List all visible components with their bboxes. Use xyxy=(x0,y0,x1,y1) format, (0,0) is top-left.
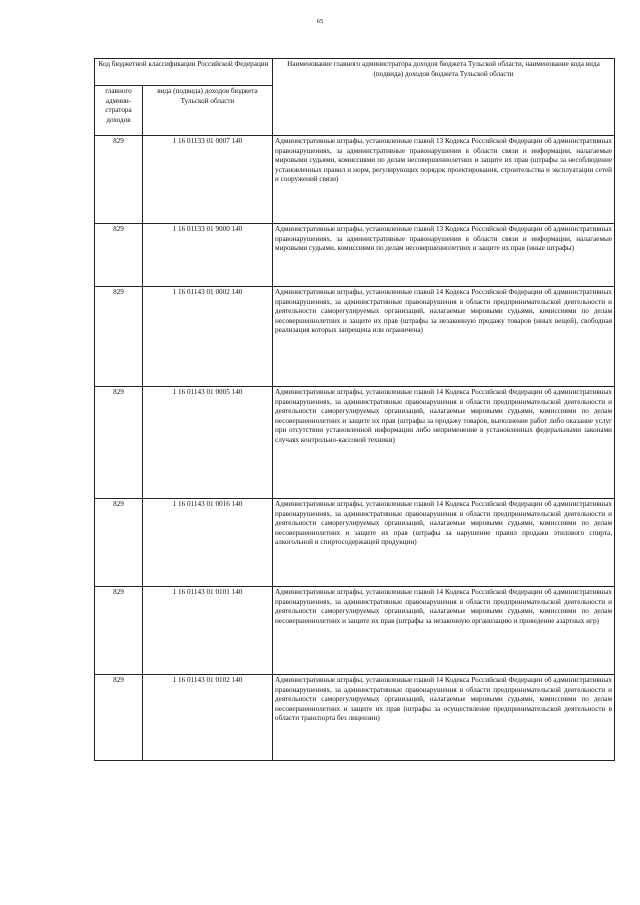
table-row xyxy=(95,587,615,675)
income-code-cell: 1 16 01143 01 0016 140 xyxy=(143,499,273,587)
description-cell: Административные штрафы, установленные главой 14 Кодекса Российской Федерации об административных правонарушениях, за административные правонарушения в области предпринимательской деятельности и деятельности саморегулируемых организаций, налагаемые мировыми судьями, комиссиями по делам несовершеннолетних и защите их прав (штрафы за незаконную продажу товаров (иных вещей), свободная реализация которых запрещена или ограничена) xyxy=(273,287,615,387)
admin-code-cell: 829 xyxy=(95,587,143,675)
admin-code-cell: 829 xyxy=(95,675,143,761)
table-row xyxy=(95,136,615,224)
page-number: 65 xyxy=(316,18,324,25)
table-row xyxy=(95,499,615,587)
description-cell: Административные штрафы, установленные главой 14 Кодекса Российской Федерации об административных правонарушениях, за административные правонарушения в области предпринимательской деятельности и деятельности саморегулируемых организаций, налагаемые мировыми судьями, комиссиями по делам несовершеннолетних и защите их прав (штрафы за нарушение правил продажи этилового спирта, алкогольной и спиртосодержащей продукции) xyxy=(273,499,615,587)
admin-code-cell: 829 xyxy=(95,136,143,224)
income-code-cell: 1 16 01133 01 0007 140 xyxy=(143,136,273,224)
admin-code-cell: 829 xyxy=(95,499,143,587)
table-row xyxy=(95,287,615,387)
admin-code-cell: 829 xyxy=(95,224,143,287)
income-code-cell: 1 16 01143 01 0005 140 xyxy=(143,387,273,499)
budget-classification-table xyxy=(94,58,615,761)
income-code-cell: 1 16 01133 01 9000 140 xyxy=(143,224,273,287)
admin-code-cell: 829 xyxy=(95,287,143,387)
description-cell: Административные штрафы, установленные главой 13 Кодекса Российской Федерации об административных правонарушениях, за административные правонарушения в области связи и информации, налагаемые мировыми судьями, комиссиями по делам несовершеннолетних и защите их прав (иные штрафы) xyxy=(273,224,615,287)
income-code-cell: 1 16 01143 01 0101 140 xyxy=(143,587,273,675)
header-classification-code: Код бюджетной классификации Российской Федерации xyxy=(95,59,273,86)
description-cell: Административные штрафы, установленные главой 13 Кодекса Российской Федерации об административных правонарушениях, за административные правонарушения в области связи и информации, налагаемые мировыми судьями, комиссиями по делам несовершеннолетних и защите их прав (штрафы за несоблюдение установленных правил и норм, регулирующих порядок проектирования, строительства и эксплуатации сетей и сооружений связи) xyxy=(273,136,615,224)
header-administrator-name: Наименование главного администратора доходов бюджета Тульской области, наименование кода вида (подвида) доходов бюджета Тульской области xyxy=(273,59,615,136)
description-cell: Административные штрафы, установленные главой 14 Кодекса Российской Федерации об административных правонарушениях, за административные правонарушения в области предпринимательской деятельности и деятельности саморегулируемых организаций, налагаемые мировыми судьями, комиссиями по делам несовершеннолетних и защите их прав (штрафы за незаконную организацию и проведение азартных игр) xyxy=(273,587,615,675)
header-income-type-code: вида (подвида) доходов бюджета Тульской области xyxy=(143,86,273,136)
header-main-administrator: главного админи-стратора доходов xyxy=(95,86,143,136)
description-cell: Административные штрафы, установленные главой 14 Кодекса Российской Федерации об административных правонарушениях, за административные правонарушения в области предпринимательской деятельности и деятельности саморегулируемых организаций, налагаемые мировыми судьями, комиссиями по делам несовершеннолетних и защите их прав (штрафы за осуществление предпринимательской деятельности в области транспорта без лицензии) xyxy=(273,675,615,761)
description-cell: Административные штрафы, установленные главой 14 Кодекса Российской Федерации об административных правонарушениях, за административные правонарушения в области предпринимательской деятельности и деятельности саморегулируемых организаций, налагаемые мировыми судьями, комиссиями по делам несовершеннолетних и защите их прав (штрафы за продажу товаров, выполнение работ либо оказание услуг при отсутствии установленной информации либо неприменение в установленных федеральными законами случаях контрольно-кассовой техники) xyxy=(273,387,615,499)
income-code-cell: 1 16 01143 01 0102 140 xyxy=(143,675,273,761)
table-row xyxy=(95,224,615,287)
table-row xyxy=(95,387,615,499)
table-row xyxy=(95,675,615,761)
admin-code-cell: 829 xyxy=(95,387,143,499)
income-code-cell: 1 16 01143 01 0002 140 xyxy=(143,287,273,387)
